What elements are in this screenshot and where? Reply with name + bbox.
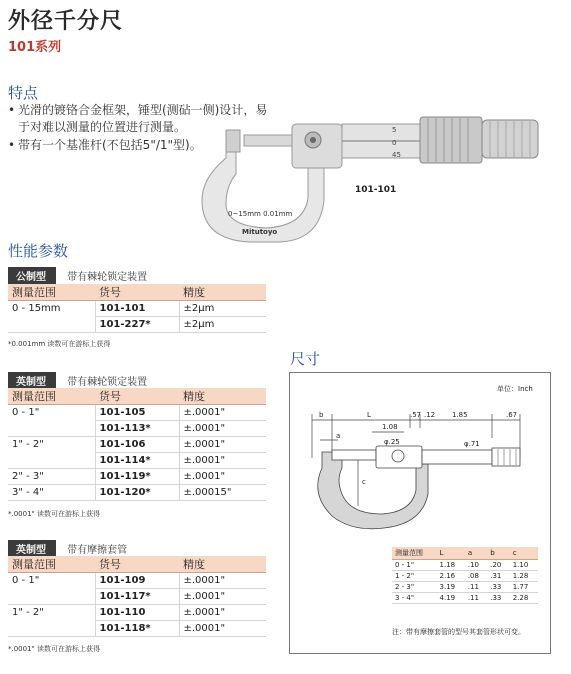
accuracy-cell: ±.0001" bbox=[179, 453, 266, 469]
table-row bbox=[8, 605, 266, 621]
code-cell: 101-109 bbox=[95, 573, 179, 589]
dim-dia-spindle: φ.25 bbox=[384, 438, 400, 446]
cell: .11 bbox=[465, 593, 487, 604]
inch-friction-tag-row bbox=[8, 538, 127, 557]
brand-logo: Mitutoyo bbox=[242, 228, 278, 236]
thimble-mark: 5 bbox=[392, 126, 397, 134]
dim-067: .67 bbox=[506, 411, 518, 419]
table-header-row bbox=[8, 556, 266, 573]
tag-description: 带有摩擦套管 bbox=[67, 545, 128, 556]
accuracy-cell: ±.0001" bbox=[179, 605, 266, 621]
bullet: • bbox=[8, 138, 16, 152]
code-cell: 101-120* bbox=[95, 485, 179, 501]
cell: .33 bbox=[487, 582, 509, 593]
cell: 1.28 bbox=[510, 571, 538, 582]
metric-note: *0.001mm 读数可在游标上获得 bbox=[8, 340, 111, 348]
table-row bbox=[392, 582, 538, 593]
micrometer-photo bbox=[196, 108, 548, 248]
feature-text: 带有一个基准杆(不包括5"/1"型)。 bbox=[18, 138, 202, 152]
product-model-label: 101-101 bbox=[355, 185, 397, 195]
code-cell: 101-106 bbox=[95, 437, 179, 453]
header-code: 货号 bbox=[95, 556, 179, 573]
table-header-row bbox=[392, 547, 538, 560]
dimensions-heading: 尺寸 bbox=[290, 350, 321, 368]
accuracy-cell: ±2μm bbox=[179, 301, 266, 317]
cell: 0 - 1" bbox=[392, 560, 437, 571]
cell: 3.19 bbox=[437, 582, 465, 593]
dimension-drawing bbox=[292, 398, 548, 538]
code-cell: 101-105 bbox=[95, 405, 179, 421]
features-heading: 特点 bbox=[8, 84, 39, 102]
table-row bbox=[8, 573, 266, 589]
range-cell: 1" - 2" bbox=[8, 605, 95, 637]
code-cell: 101-110 bbox=[95, 605, 179, 621]
header-c: c bbox=[510, 547, 538, 560]
accuracy-cell: ±.0001" bbox=[179, 421, 266, 437]
inch-friction-note: *.0001" 读数可在游标上获得 bbox=[8, 645, 100, 653]
inch-tag-row bbox=[8, 370, 147, 389]
unit-label: 单位：Inch bbox=[497, 385, 533, 393]
range-cell: 1" - 2" bbox=[8, 437, 95, 469]
dim-057: .57 bbox=[410, 411, 422, 419]
cell: 4.19 bbox=[437, 593, 465, 604]
code-cell: 101-114* bbox=[95, 453, 179, 469]
header-code: 货号 bbox=[95, 284, 179, 301]
inch-ratchet-note: *.0001" 读数可在游标上获得 bbox=[8, 510, 100, 518]
cell: .31 bbox=[487, 571, 509, 582]
range-cell: 3" - 4" bbox=[8, 485, 95, 501]
range-cell: 0 - 15mm bbox=[8, 301, 95, 333]
metric-tag-row bbox=[8, 265, 147, 284]
table-header-row bbox=[8, 388, 266, 405]
accuracy-cell: ±.00015" bbox=[179, 485, 266, 501]
cell: 2 - 3" bbox=[392, 582, 437, 593]
thimble-mark: 45 bbox=[392, 151, 401, 159]
dim-108: 1.08 bbox=[382, 423, 398, 431]
table-row bbox=[392, 593, 538, 604]
inch-friction-spec-table bbox=[8, 556, 266, 637]
table-row bbox=[8, 437, 266, 453]
page-title: 外径千分尺 bbox=[8, 9, 124, 34]
cell: .10 bbox=[465, 560, 487, 571]
header-range: 测量范围 bbox=[8, 556, 95, 573]
frame-text: 0~15mm 0.01mm bbox=[228, 210, 293, 218]
table-row bbox=[392, 571, 538, 582]
tag-metric: 公制型 bbox=[8, 267, 56, 284]
cell: .33 bbox=[487, 593, 509, 604]
range-cell: 0 - 1" bbox=[8, 573, 95, 605]
header-a: a bbox=[465, 547, 487, 560]
dimension-table bbox=[392, 547, 538, 604]
header-range: 测量范围 bbox=[8, 388, 95, 405]
header-range: 测量范围 bbox=[8, 284, 95, 301]
accuracy-cell: ±2μm bbox=[179, 317, 266, 333]
cell: .11 bbox=[465, 582, 487, 593]
header-accuracy: 精度 bbox=[179, 556, 266, 573]
tag-description: 带有棘轮锁定装置 bbox=[67, 377, 148, 388]
dim-c: c bbox=[362, 478, 366, 486]
tag-description: 带有棘轮锁定装置 bbox=[67, 272, 148, 283]
cell: 2.28 bbox=[510, 593, 538, 604]
cell: 1.10 bbox=[510, 560, 538, 571]
thimble-mark: 0 bbox=[392, 139, 397, 147]
specs-heading: 性能参数 bbox=[8, 242, 69, 260]
code-cell: 101-117* bbox=[95, 589, 179, 605]
tag-inch: 英制型 bbox=[8, 540, 56, 557]
table-row bbox=[8, 301, 266, 317]
cell: .08 bbox=[465, 571, 487, 582]
accuracy-cell: ±.0001" bbox=[179, 437, 266, 453]
code-cell: 101-113* bbox=[95, 421, 179, 437]
series-label: 101系列 bbox=[8, 40, 62, 55]
table-header-row bbox=[8, 284, 266, 301]
dim-012: .12 bbox=[424, 411, 436, 419]
table-row bbox=[8, 405, 266, 421]
header-code: 货号 bbox=[95, 388, 179, 405]
dimension-note: 注：带有摩擦套管的型号其套管形状可变。 bbox=[392, 628, 525, 636]
accuracy-cell: ±.0001" bbox=[179, 621, 266, 637]
range-cell: 2" - 3" bbox=[8, 469, 95, 485]
tag-inch: 英制型 bbox=[8, 372, 56, 389]
table-row bbox=[392, 560, 538, 571]
code-cell: 101-227* bbox=[95, 317, 179, 333]
table-row bbox=[8, 469, 266, 485]
dim-a: a bbox=[336, 432, 341, 440]
code-cell: 101-118* bbox=[95, 621, 179, 637]
metric-spec-table bbox=[8, 284, 266, 333]
range-cell: 0 - 1" bbox=[8, 405, 95, 437]
accuracy-cell: ±.0001" bbox=[179, 469, 266, 485]
cell: 1.77 bbox=[510, 582, 538, 593]
header-L: L bbox=[437, 547, 465, 560]
accuracy-cell: ±.0001" bbox=[179, 589, 266, 605]
accuracy-cell: ±.0001" bbox=[179, 573, 266, 589]
cell: .20 bbox=[487, 560, 509, 571]
header-b: b bbox=[487, 547, 509, 560]
cell: 3 - 4" bbox=[392, 593, 437, 604]
code-cell: 101-119* bbox=[95, 469, 179, 485]
dim-dia-thimble: φ.71 bbox=[464, 440, 480, 448]
dim-L: L bbox=[367, 411, 371, 419]
cell: 2.16 bbox=[437, 571, 465, 582]
bullet: • bbox=[8, 103, 16, 117]
table-row bbox=[8, 485, 266, 501]
cell: 1.18 bbox=[437, 560, 465, 571]
feature-text: 光滑的镀铬合金框架，锤型(测砧一侧)设计，易于对难以测量的位置进行测量。 bbox=[18, 103, 268, 134]
code-cell: 101-101 bbox=[95, 301, 179, 317]
header-range: 测量范围 bbox=[392, 547, 437, 560]
dim-b: b bbox=[319, 411, 324, 419]
cell: 1 - 2" bbox=[392, 571, 437, 582]
header-accuracy: 精度 bbox=[179, 388, 266, 405]
inch-ratchet-spec-table bbox=[8, 388, 266, 501]
dim-185: 1.85 bbox=[452, 411, 468, 419]
accuracy-cell: ±.0001" bbox=[179, 405, 266, 421]
header-accuracy: 精度 bbox=[179, 284, 266, 301]
